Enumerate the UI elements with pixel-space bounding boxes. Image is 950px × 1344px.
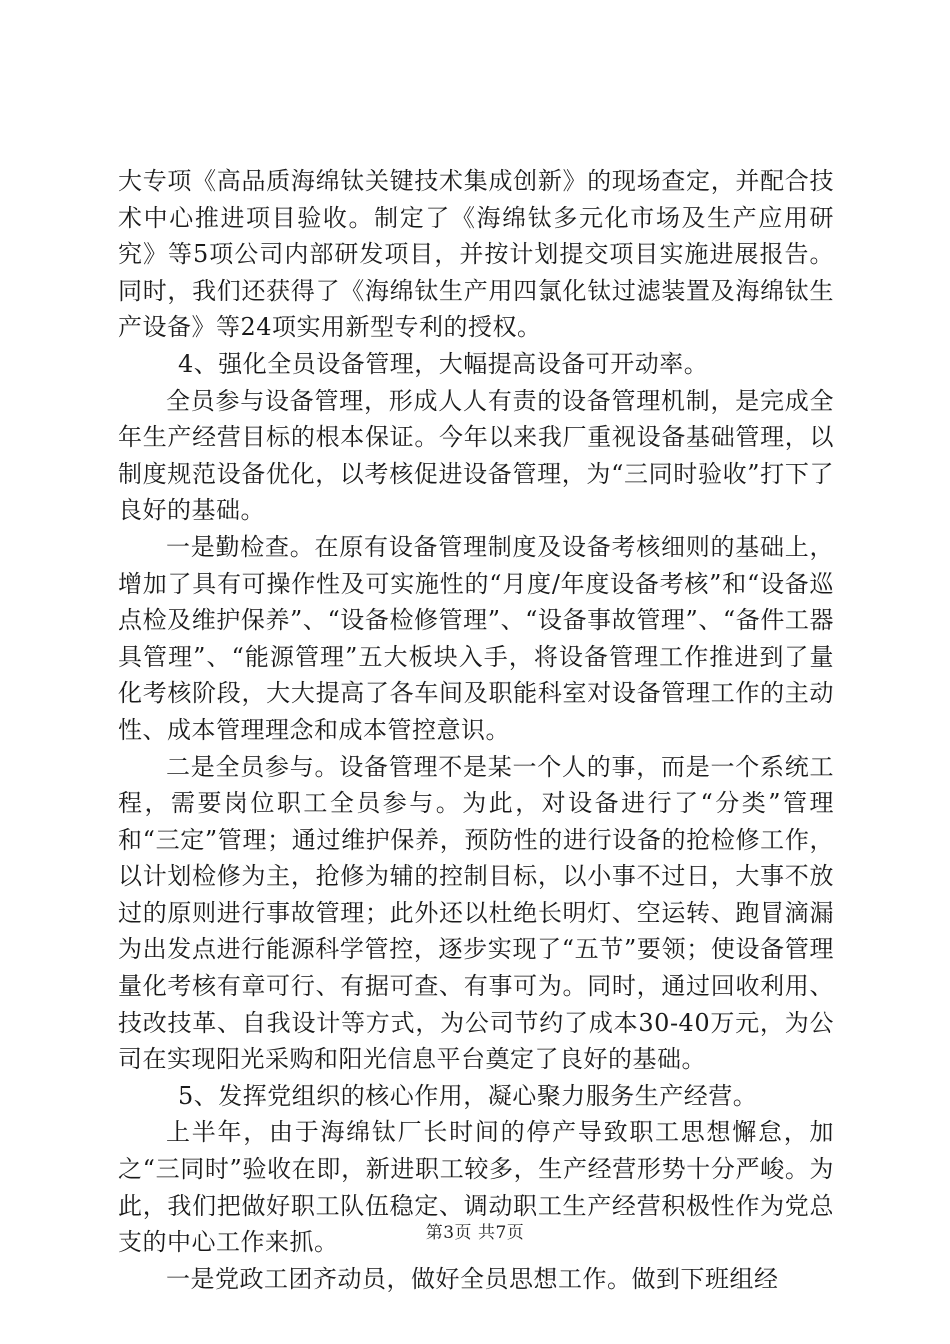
page-footer: 第3页 共7页 — [425, 1223, 525, 1243]
section-heading-5: 5、发挥党组织的核心作用，凝心聚力服务生产经营。 — [178, 1081, 758, 1110]
document-body — [118, 163, 834, 1297]
paragraph-equipment-intro: 全员参与设备管理，形成人人有责的设备管理机制，是完成全年生产经营目标的根本保证。今年以来我厂重视设备基础管理，以制度规范设备优化，以考核促进设备管理，为“三同时验收”打下了良好的基础。 — [118, 386, 834, 525]
paragraph-mobilization: 一是党政工团齐动员，做好全员思想工作。做到下班组经 — [166, 1264, 779, 1293]
paragraph-continuation: 大专项《高品质海绵钛关键技术集成创新》的现场查定，并配合技术中心推进项目验收。制定了《海绵钛多元化市场及生产应用研究》等5项公司内部研发项目，并按计划提交项目实施进展报告。同时，我们还获得了《海绵钛生产用四氯化钛过滤装置及海绵钛生产设备》等24项实用新型专利的授权。 — [118, 167, 834, 342]
paragraph-party-intro: 上半年，由于海绵钛厂长时间的停产导致职工思想懈怠，加之“三同时”验收在即，新进职工较多，生产经营形势十分严峻。为此，我们把做好职工队伍稳定、调动职工生产经营积极性作为党总支的中心工作来抓。 — [118, 1118, 834, 1257]
paragraph-inspection: 一是勤检查。在原有设备管理制度及设备考核细则的基础上，增加了具有可操作性及可实施性的“月度/年度设备考核”和“设备巡点检及维护保养”、“设备检修管理”、“设备事故管理”、“备件工器具管理”、“能源管理”五大板块入手，将设备管理工作推进到了量化考核阶段，大大提高了各车间及职能科室对设备管理工作的主动性、成本管理理念和成本管控意识。 — [118, 532, 834, 744]
section-heading-4: 4、强化全员设备管理，大幅提高设备可开动率。 — [178, 349, 709, 378]
paragraph-participation: 二是全员参与。设备管理不是某一个人的事，而是一个系统工程，需要岗位职工全员参与。为此，对设备进行了“分类”管理和“三定”管理；通过维护保养，预防性的进行设备的抢检修工作，以计划检修为主，抢修为辅的控制目标，以小事不过日，大事不放过的原则进行事故管理；此外还以杜绝长明灯、空运转、跑冒滴漏为出发点进行能源科学管控，逐步实现了“五节”要领；使设备管理量化考核有章可行、有据可查、有事可为。同时，通过回收利用、技改技革、自我设计等方式，为公司节约了成本30-40万元，为公司在实现阳光采购和阳光信息平台奠定了良好的基础。 — [118, 752, 834, 1074]
